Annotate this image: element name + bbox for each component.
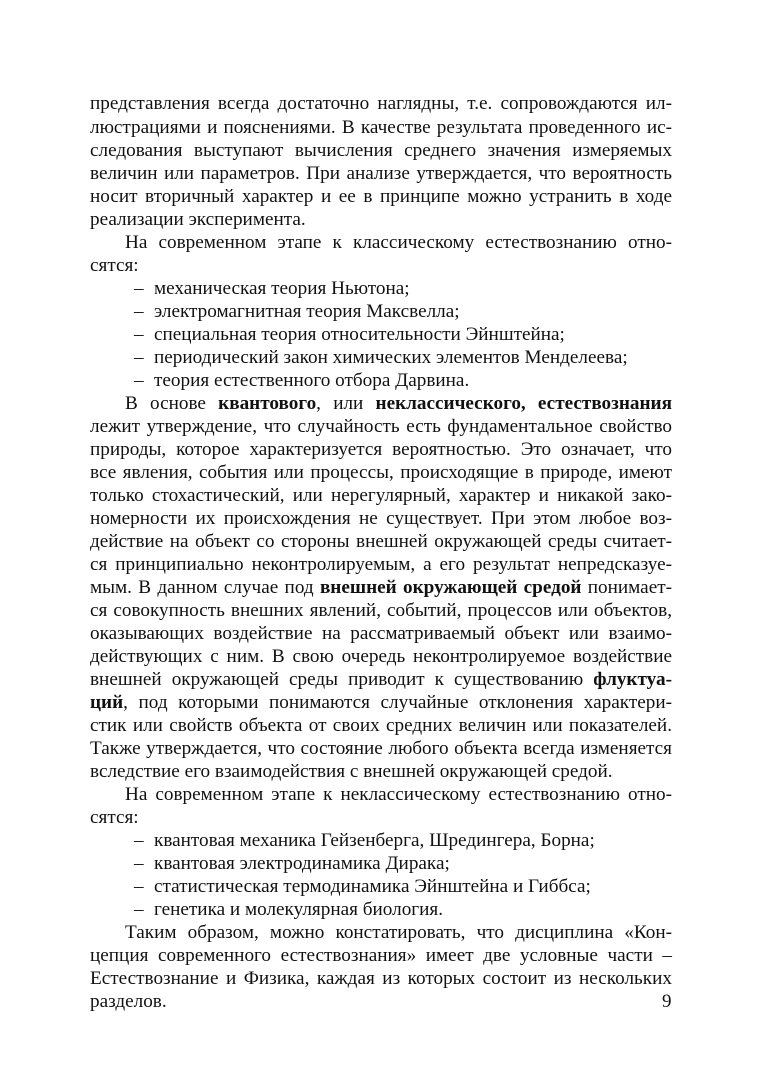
text-line: Также утверждается, что состояние любого объекта всегда изменяется [90,738,672,759]
list-item-text: периодический закон химических элементов Менделеева; [154,347,628,368]
list-item [134,277,410,301]
text-line: На современном этапе к классическому естествознанию отно- [125,232,672,253]
text-line: реализации эксперимента. [90,209,306,230]
list-item-text: теория естественного отбора Дарвина. [154,370,470,391]
text-run: внешней окружающей среды приводит к существованию [90,669,594,690]
list-dash: – [134,324,144,345]
text-line: все явления, события или процессы, происходящие в природе, имеют [90,462,672,483]
list-item [134,829,595,853]
document-page [90,0,672,1080]
text-line: ся принципиально неконтролируемым, а его результат непредсказуе- [90,554,672,575]
text-line: действие на объект со стороны внешней окружающей среды считает- [90,531,672,552]
text-line: природы, которое характеризуется вероятностью. Это означает, что [90,439,672,460]
text-line: действующих с ним. В свою очередь неконтролируемое воздействие [90,646,672,667]
list-dash: – [134,876,144,897]
list-dash: – [134,301,144,322]
list-item-text: статистическая термодинамика Эйнштейна и Гиббса; [154,876,591,897]
text-line: стик или свойств объекта от своих средних величин или показателей. [90,715,672,736]
text-line: Таким образом, можно констатировать, что дисциплина «Кон- [125,922,672,943]
list-item [134,323,565,347]
list-dash: – [134,347,144,368]
text-run: , под которыми понимаются случайные отклонения характери- [123,692,672,713]
text-line [90,691,672,715]
text-line: номерности их происхождения не существует. При этом любое воз- [90,508,672,529]
list-item [134,852,450,876]
text-run: понимает- [581,577,672,598]
list-item-text: электромагнитная теория Максвелла; [154,301,460,322]
list-item-text: специальная теория относительности Эйнштейна; [154,324,565,345]
text-line [90,392,672,416]
bold-term: флуктуа- [593,669,672,690]
text-line: На современном этапе к неклассическому естествознанию отно- [125,784,672,805]
bold-term: неклассического, естествознания [375,393,672,414]
text-run: , или [316,393,376,414]
list-dash: – [134,830,144,851]
list-dash: – [134,853,144,874]
text-line [90,668,672,692]
page-number: 9 [662,991,672,1012]
list-dash: – [134,370,144,391]
list-dash: – [134,278,144,299]
list-item [134,369,469,393]
text-line: сятся: [90,807,139,828]
text-run: мым. В данном случае под [90,577,320,598]
text-line [90,576,672,600]
text-line: величин или параметров. При анализе утверждается, что вероятность [90,163,672,184]
list-item-text: квантовая электродинамика Дирака; [154,853,450,874]
text-line: люстрациями и пояснениями. В качестве результата проведенного ис- [90,117,672,138]
text-line: носит вторичный характер и ее в принципе можно устранить в ходе [90,186,672,207]
list-dash: – [134,899,144,920]
list-item-text: квантовая механика Гейзенберга, Шредингера, Борна; [154,830,595,851]
list-item-text: генетика и молекулярная биология. [154,899,444,920]
text-line: цепция современного естествознания» имеет две условные части – [90,945,672,966]
text-line: вследствие его взаимодействия с внешней окружающей средой. [90,761,613,782]
list-item [134,898,443,922]
bold-term: ций [90,692,124,713]
text-line: следования выступают вычисления среднего значения измеряемых [90,140,672,161]
text-line: разделов. [90,991,167,1012]
text-line: только стохастический, или нерегулярный, характер и никакой зако- [90,485,672,506]
text-line: оказывающих воздействие на рассматриваемый объект или взаимо- [90,623,672,644]
text-line: лежит утверждение, что случайность есть фундаментальное свойство [90,416,672,437]
text-line: ся совокупность внешних явлений, событий, процессов или объектов, [90,600,672,621]
list-item [134,300,460,324]
list-item-text: механическая теория Ньютона; [154,278,410,299]
list-item [134,875,591,899]
text-run: В основе [125,393,219,414]
bold-term: внешней окружающей средой [319,577,582,598]
text-line: сятся: [90,255,139,276]
text-line: представления всегда достаточно наглядны, т.е. сопровождаются ил- [90,93,672,114]
text-line: Естествознание и Физика, каждая из которых состоит из нескольких [90,968,672,989]
bold-term: квантового [218,393,317,414]
list-item [134,346,628,370]
